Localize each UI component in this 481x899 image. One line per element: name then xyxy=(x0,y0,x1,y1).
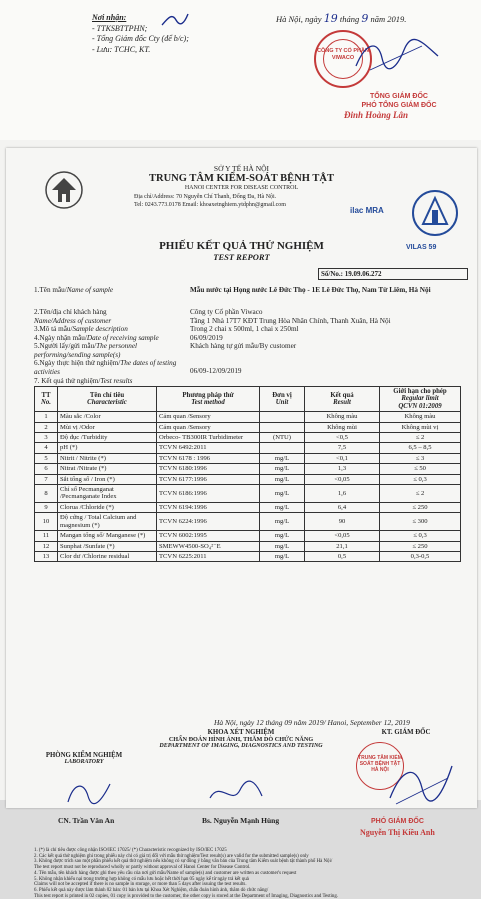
center-address: Địa chỉ/Address: 70 Nguyễn Chí Thanh, Đống Đa, Hà Nội. Tel: 0243.773.0178 Email: khoaxetnghiem.ytdphn@gmail.com xyxy=(134,194,286,208)
report-title-vn: PHIẾU KẾT QUẢ THỬ NGHIỆM xyxy=(159,240,324,252)
cell-result: <0,05 xyxy=(305,474,380,484)
cell-characteristic: Clor dư /Chlorine residual xyxy=(58,551,157,561)
cell-unit: mg/L xyxy=(260,502,305,512)
cell-limit: ≤ 0,3 xyxy=(380,474,461,484)
cell-limit: ≤ 0,3 xyxy=(380,531,461,541)
cell-characteristic: Mangan tổng số/ Manganese (*) xyxy=(58,531,157,541)
department-signature-icon xyxy=(206,778,266,808)
col-header-limit: Giới hạn cho phép Regular limit QCVN 01:2009 xyxy=(380,387,461,412)
table-row xyxy=(35,464,461,474)
director-signature-icon xyxy=(386,758,456,808)
cell-result: 7,5 xyxy=(305,443,380,453)
cell-characteristic: Sắt tổng số / Iron (*) xyxy=(58,474,157,484)
cell-result: 6,4 xyxy=(305,502,380,512)
lab-signer: CN. Trần Văn An xyxy=(58,816,115,825)
cell-method: TCVN 6194:1996 xyxy=(157,502,260,512)
cell-characteristic: Độ đục /Turbidity xyxy=(58,433,157,443)
recipient-line: - TTKSBTTPHN; xyxy=(92,23,148,33)
cell-limit: 6,5 – 8,5 xyxy=(380,443,461,453)
col-header-characteristic: Tên chỉ tiêu Characteristic xyxy=(58,387,157,412)
cell-unit: mg/L xyxy=(260,541,305,551)
cell-result: <0,5 xyxy=(305,433,380,443)
cell-result: 1,3 xyxy=(305,464,380,474)
cell-result: <0,1 xyxy=(305,453,380,463)
cell-method: SMEWW4500-SO₄²⁻E xyxy=(157,541,260,551)
table-row xyxy=(35,412,461,422)
field-date-received: 4.Ngày nhận mẫu/Date of receiving sample xyxy=(34,333,159,342)
footnote-line: 5. Không nhận khiếu nại trong trường hợp không có mẫu lưu hoặc hết thời hạn 05 ngày kể từ ngày trả kết quả xyxy=(34,876,249,882)
center-name-en: HANOI CENTER FOR DISEASE CONTROL xyxy=(184,185,299,191)
cell-no: 2 xyxy=(35,422,58,432)
cell-no: 13 xyxy=(35,551,58,561)
cell-no: 7 xyxy=(35,474,58,484)
footnote-line: The test report must not be reproduced wholly or partly without approval of Hanoi Center for Disease Control. xyxy=(34,865,251,871)
handwritten-mark-icon xyxy=(160,10,190,30)
cell-unit: mg/L xyxy=(260,453,305,463)
table-row xyxy=(35,502,461,512)
cell-limit: ≤ 2 xyxy=(380,485,461,503)
cell-limit: ≤ 3 xyxy=(380,453,461,463)
cell-result: <0,05 xyxy=(305,531,380,541)
table-row xyxy=(35,433,461,443)
recipient-line: - Tổng Giám đốc Cty (để b/c); xyxy=(92,34,189,43)
cell-result: 90 xyxy=(305,513,380,531)
cover-date-month: 9 xyxy=(361,12,369,25)
cell-limit: 0,3-0,5 xyxy=(380,551,461,561)
recipients-label: Nơi nhận: xyxy=(92,13,127,22)
deputy-role: PHÓ GIÁM ĐỐC xyxy=(371,818,424,825)
table-row xyxy=(35,513,461,531)
cell-method: Orbeco- TB300IR Turbidimeter xyxy=(157,433,260,443)
table-row xyxy=(35,422,461,432)
cell-unit: (NTU) xyxy=(260,433,305,443)
value-test-dates: 06/09-12/09/2019 xyxy=(190,367,242,375)
footnote-line: 6. Phiếu kết quả này được làm thành 02 bản: 01 bản lưu tại Khoa Xét Nghiệm, chẩn đoán hình ảnh, thăm dò chức năng/ xyxy=(34,887,269,893)
footnote-line: 1. (*) là chỉ tiêu được công nhận ISO/IEC 17025/ (*) Characteristic recognized by ISO/IEC 17025 xyxy=(34,848,227,853)
cell-characteristic: Độ cứng / Total Calcium and magnesium (*) xyxy=(58,513,157,531)
vilas-label: VILAS 59 xyxy=(406,244,437,251)
cell-limit: ≤ 2 xyxy=(380,433,461,443)
cell-characteristic: Nitrat /Nitrate (*) xyxy=(58,464,157,474)
results-table xyxy=(34,386,461,562)
field-customer: 2.Tên/địa chỉ khách hàng Name/Address of customer xyxy=(34,308,112,325)
cell-result: Không màu xyxy=(305,412,380,422)
cell-characteristic: Nitrit / Nitrite (*) xyxy=(58,453,157,463)
cell-result: 1,6 xyxy=(305,485,380,503)
field-test-dates: 6.Ngày thực hiện thử nghiệm/The dates of testing activities xyxy=(34,359,177,376)
table-row xyxy=(35,474,461,484)
cell-method: Cảm quan /Sensory xyxy=(157,412,260,422)
deputy-name: Nguyễn Thị Kiều Anh xyxy=(360,828,435,837)
cover-date: Hà Nội, ngày 19 tháng 9 năm 2019. xyxy=(276,12,407,25)
cell-no: 9 xyxy=(35,502,58,512)
cell-method: TCVN 6186:1996 xyxy=(157,485,260,503)
cell-method: TCVN 6177:1996 xyxy=(157,474,260,484)
cell-no: 8 xyxy=(35,485,58,503)
cell-method: TCVN 6178 : 1996 xyxy=(157,453,260,463)
cell-method: TCVN 6225:2011 xyxy=(157,551,260,561)
col-header-result: Kết quả Result xyxy=(305,387,380,412)
footnote-line: Claims will not be accepted if there is no sample in storage, or more than 5 days after issuing the test results. xyxy=(34,882,247,888)
department-vn: SỞ Y TẾ HÀ NỘI xyxy=(213,164,270,173)
vilas-logo-icon xyxy=(410,188,460,242)
cell-method: TCVN 6224:1996 xyxy=(157,513,260,531)
lab-signature-block: PHÒNG KIỂM NGHIỆM LABORATORY xyxy=(45,752,123,765)
cell-no: 3 xyxy=(35,433,58,443)
cell-limit: Không mùi vị xyxy=(380,422,461,432)
cell-limit: ≤ 250 xyxy=(380,541,461,551)
director-role: KT. GIÁM ĐỐC xyxy=(381,729,431,736)
cell-unit: mg/L xyxy=(260,551,305,561)
cell-characteristic: Sunphat /Sunfate (*) xyxy=(58,541,157,551)
report-number: Số/No.: 19.09.06.272 xyxy=(318,268,468,280)
field-test-results: 7. Kết quả thử nghiệm/Test results xyxy=(34,376,133,385)
table-row xyxy=(35,541,461,551)
cell-unit: mg/L xyxy=(260,464,305,474)
cell-no: 6 xyxy=(35,464,58,474)
cell-characteristic: Chỉ số Pecmanganat /Pecmanganate Index xyxy=(58,485,157,503)
value-customer: Công ty Cổ phần Viwaco xyxy=(190,308,263,316)
footnote-line: 3. Không được trích sao một phần phiếu kết quả thử nghiệm nếu không có sự đồng ý bằng văn bản của Trung tâm Kiểm soát bệnh tật thành phố Hà Nội/ xyxy=(34,859,333,865)
signature-icon xyxy=(352,36,442,76)
cell-method: TCVN 6492:2011 xyxy=(157,443,260,453)
department-signer: Bs. Nguyễn Mạnh Hùng xyxy=(202,816,280,825)
footnote-line: 2. Các kết quả thử nghiệm ghi trong phiếu này chỉ có giá trị đối với mẫu thử nghiệm/Test result(s) are valid for the submitted sample(s) only xyxy=(34,853,309,859)
footnotes xyxy=(34,848,464,899)
cell-characteristic: Mùi vị /Odor xyxy=(58,422,157,432)
cell-characteristic: pH (*) xyxy=(58,443,157,453)
cell-limit: Không màu xyxy=(380,412,461,422)
table-row xyxy=(35,453,461,463)
value-name-of-sample: Mẫu nước tại Họng nước Lê Đức Thọ - 1E Lê Đức Thọ, Nam Từ Liêm, Hà Nội xyxy=(190,286,431,294)
cell-unit xyxy=(260,443,305,453)
cell-result: 21,1 xyxy=(305,541,380,551)
cell-result: Không mùi xyxy=(305,422,380,432)
cell-unit: mg/L xyxy=(260,513,305,531)
footnote-line: 4. Tên mẫu, tên khách hàng được ghi theo yêu cầu của nơi gửi mẫu/Name of sample(s) and customer are written as customer's request xyxy=(34,870,297,876)
table-row xyxy=(35,551,461,561)
field-sample-description: 3.Mô tả mẫu/Sample description xyxy=(34,325,128,333)
table-header-row xyxy=(35,387,461,412)
cell-method: Cảm quan /Sensory xyxy=(157,422,260,432)
cell-limit: ≤ 300 xyxy=(380,513,461,531)
cover-date-day: 19 xyxy=(323,12,338,25)
field-personnel: 5.Người lấy/gửi mẫu/The personnel performing/sending sample(s) xyxy=(34,342,138,359)
cdc-stamp: TRUNG TÂM KIỂM SOÁT BỆNH TẬT HÀ NỘI xyxy=(356,742,404,790)
value-customer-address: Tầng 1 Nhà 17T7 KĐT Trung Hòa Nhân Chính, Thanh Xuân, Hà Nội xyxy=(190,316,391,325)
department-signature-block: KHOA XÉT NGHIỆM CHẨN ĐOÁN HÌNH ẢNH, THĂM DÒ CHỨC NĂNG DEPARTMENT OF IMAGING, DIAGNOSTICS AND TESTING xyxy=(159,729,323,749)
col-header-method: Phương pháp thử Test method xyxy=(157,387,260,412)
cell-no: 1 xyxy=(35,412,58,422)
col-header-unit: Đơn vị Unit xyxy=(260,387,305,412)
cell-no: 4 xyxy=(35,443,58,453)
footnote-line: This test report is printed in 02 copies, 01 copy is provided to the customer, the other copy is stored at the Department of Imaging, Diagnostics and Testing. xyxy=(34,893,339,899)
signing-date: Hà Nội, ngày 12 tháng 09 năm 2019/ Hanoi, September 12, 2019 xyxy=(214,718,410,727)
center-name-vn: TRUNG TÂM KIỂM-SOÁT BỆNH TẬT xyxy=(149,173,334,184)
cell-method: TCVN 6002:1995 xyxy=(157,531,260,541)
cell-unit xyxy=(260,412,305,422)
cell-unit: mg/L xyxy=(260,474,305,484)
recipient-line: - Lưu: TCHC, KT. xyxy=(92,44,151,54)
cover-roles: TỔNG GIÁM ĐỐC PHÓ TỔNG GIÁM ĐỐC xyxy=(361,93,437,109)
field-name-of-sample: 1.Tên mẫu/Name of sample xyxy=(34,286,114,294)
cell-method: TCVN 6180:1996 xyxy=(157,464,260,474)
cell-result: 0,5 xyxy=(305,551,380,561)
cell-no: 10 xyxy=(35,513,58,531)
cell-limit: ≤ 250 xyxy=(380,502,461,512)
cell-no: 5 xyxy=(35,453,58,463)
cover-signer: Đinh Hoàng Lân xyxy=(344,110,409,120)
ilac-logo-icon: ilac MRA xyxy=(350,206,384,215)
value-personnel: Khách hàng tự gửi mẫu/By customer xyxy=(190,342,297,351)
col-header-no: TT No. xyxy=(35,387,58,412)
cell-limit: ≤ 50 xyxy=(380,464,461,474)
company-stamp-text: CÔNG TY CỔ PHẦN VIWACO xyxy=(317,48,369,61)
cover-note xyxy=(0,0,481,140)
cell-unit: mg/L xyxy=(260,485,305,503)
table-row xyxy=(35,531,461,541)
table-row xyxy=(35,443,461,453)
cell-characteristic: Clorua /Chloride (*) xyxy=(58,502,157,512)
lab-signature-icon xyxy=(64,778,114,808)
test-report xyxy=(6,148,477,899)
cell-characteristic: Màu sắc /Color xyxy=(58,412,157,422)
cell-no: 11 xyxy=(35,531,58,541)
cell-unit: mg/L xyxy=(260,531,305,541)
value-date-received: 06/09/2019 xyxy=(190,333,223,342)
cell-unit xyxy=(260,422,305,432)
table-row xyxy=(35,485,461,503)
value-sample-description: Trong 2 chai x 500ml, 1 chai x 250ml xyxy=(190,325,299,333)
report-title-en: TEST REPORT xyxy=(213,252,270,262)
cell-no: 12 xyxy=(35,541,58,551)
